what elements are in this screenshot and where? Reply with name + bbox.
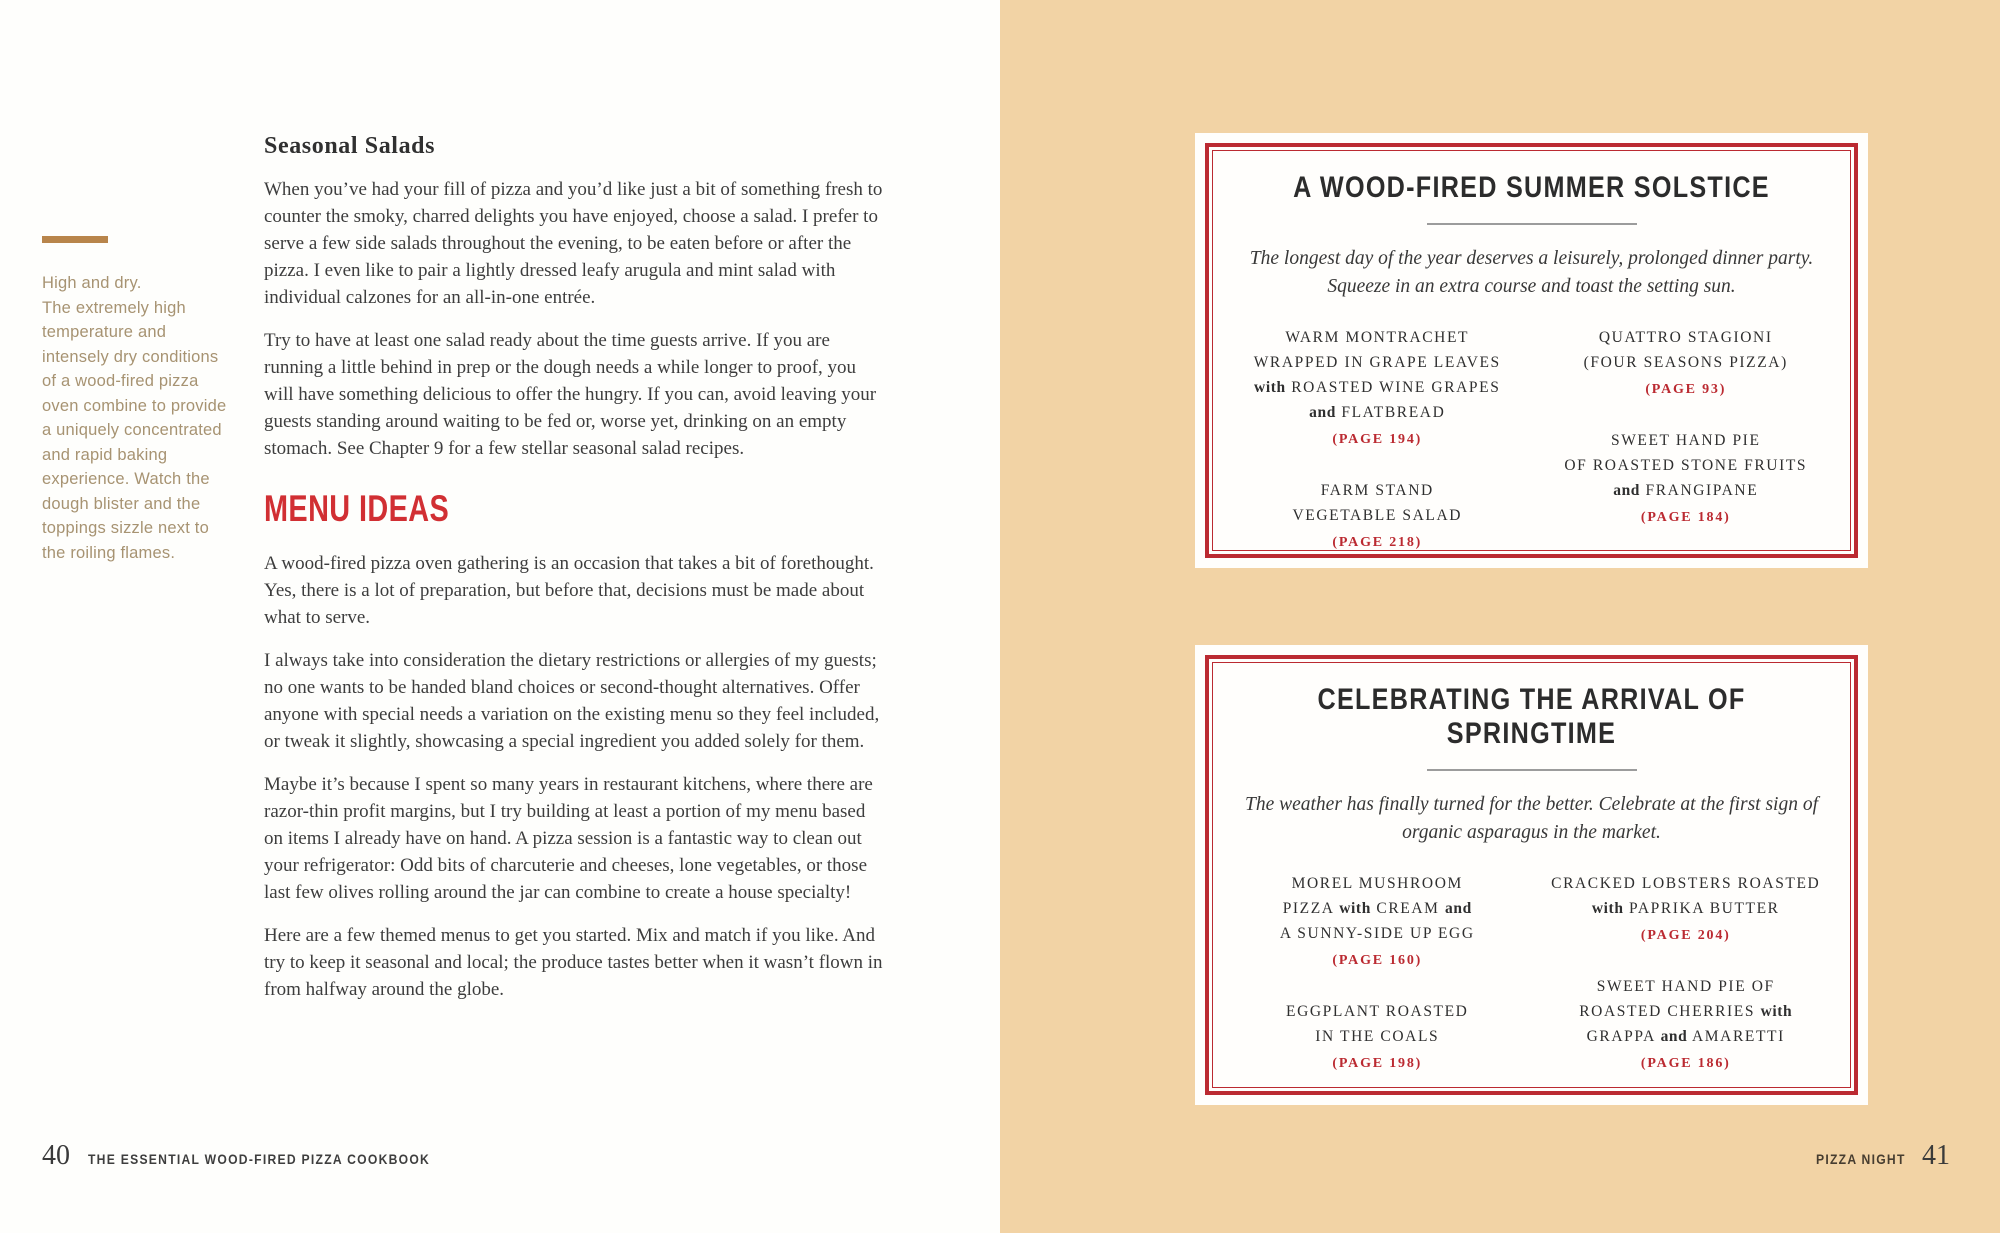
menu-item-line: MOREL MUSHROOM xyxy=(1291,875,1463,892)
menu-card-content xyxy=(1195,645,1868,1102)
page-reference: (PAGE 160) xyxy=(1332,953,1423,968)
menu-item-line: CRACKED LOBSTERS ROASTED xyxy=(1551,875,1821,892)
menu-item xyxy=(1223,999,1532,1072)
menu-item-line: EGGPLANT ROASTED xyxy=(1286,1003,1469,1020)
page-reference: (PAGE 218) xyxy=(1332,535,1423,550)
sidebar-note-title: High and dry. xyxy=(42,274,142,292)
title-divider xyxy=(1427,769,1637,771)
menu-item xyxy=(1532,325,1841,398)
menu-item-line: and FLATBREAD xyxy=(1309,404,1446,421)
sidebar-note-body: The extremely high temperature and intensely dry conditions of a wood-fired pizza oven combine to provide a uniquely concentrated and rapid baking experience. Watch the dough blister and the toppings sizzle next to the roiling flames. xyxy=(42,298,227,562)
menu-item-line: GRAPPA and AMARETTI xyxy=(1586,1028,1785,1045)
menu-item-line: A SUNNY-SIDE UP EGG xyxy=(1279,925,1475,942)
page-number: 41 xyxy=(1922,1140,1950,1171)
menu-item-line: WARM MONTRACHET xyxy=(1285,329,1470,346)
menu-intro: The weather has finally turned for the better. Celebrate at the first sign of organic asparagus in the market. xyxy=(1244,794,1819,843)
menu-item-line: ROASTED CHERRIES with xyxy=(1579,1003,1793,1020)
right-page xyxy=(1000,0,2000,1233)
menu-item-line: VEGETABLE SALAD xyxy=(1292,507,1463,524)
double-rule-decoration xyxy=(42,236,108,243)
menu-card-title: CELEBRATING THE ARRIVAL OF SPRINGTIME xyxy=(1317,683,1746,750)
menu-column-left xyxy=(1223,325,1532,581)
body-paragraph: When you’ve had your fill of pizza and you’d like just a bit of something fresh to counter the smoky, charred delights you have enjoyed, choose a salad. I prefer to serve a few side salads throughout the evening, to be eaten before or after the pizza. I even like to pair a lightly dressed leafy arugula and mint salad with individual calzones for an all-in-one entrée. xyxy=(264,179,883,308)
right-page-footer xyxy=(1806,1140,1950,1172)
body-paragraph: I always take into consideration the dietary restrictions or allergies of my guests; no one wants to be handed bland choices or second-thought alternatives. Offer anyone with special needs a variation on the existing menu so they feel included, or tweak it slightly, showcasing a special ingredient you added solely for them. xyxy=(264,650,880,752)
left-page-footer xyxy=(42,1140,468,1172)
title-divider xyxy=(1427,223,1637,225)
page-reference: (PAGE 204) xyxy=(1640,928,1731,943)
sidebar-note xyxy=(42,236,234,565)
menu-column-left xyxy=(1223,871,1532,1102)
menu-item-line: SWEET HAND PIE OF xyxy=(1596,978,1775,995)
page-number: 40 xyxy=(42,1140,70,1171)
book-title: THE ESSENTIAL WOOD-FIRED PIZZA COOKBOOK xyxy=(88,1152,431,1167)
menu-item-line: WRAPPED IN GRAPE LEAVES xyxy=(1253,354,1501,371)
menu-item xyxy=(1532,974,1841,1072)
section-heading-seasonal-salads: Seasonal Salads xyxy=(264,133,436,159)
page-reference: (PAGE 198) xyxy=(1332,1056,1423,1071)
menu-card-content xyxy=(1195,133,1868,581)
main-text-column xyxy=(264,133,884,1019)
body-paragraph: Maybe it’s because I spent so many years in restaurant kitchens, where there are razor-thin profit margins, but I try building at least a portion of my menu based on items I already have on hand. A pizza session is a fantastic way to clean out your refrigerator: Odd bits of charcuterie and cheeses, lone vegetables, or those last few olives rolling around the jar can combine to create a house specialty! xyxy=(264,774,873,903)
menu-intro: The longest day of the year deserves a leisurely, prolonged dinner party. Squeeze in an extra course and toast the setting sun. xyxy=(1249,248,1814,297)
menu-item xyxy=(1223,871,1532,969)
menu-item-line: FARM STAND xyxy=(1320,482,1434,499)
menu-item-line: with PAPRIKA BUTTER xyxy=(1591,900,1780,917)
menu-card-title: A WOOD-FIRED SUMMER SOLSTICE xyxy=(1293,171,1770,204)
menu-item xyxy=(1223,325,1532,448)
page-reference: (PAGE 186) xyxy=(1640,1056,1731,1071)
menu-item-line: IN THE COALS xyxy=(1315,1028,1440,1045)
body-paragraph: Try to have at least one salad ready about the time guests arrive. If you are running a little behind in prep or the dough needs a while longer to proof, you will have something delicious to offer the hungry. If you can, avoid leaving your guests standing around waiting to be fed or, worse yet, drinking on an empty stomach. See Chapter 9 for a few stellar seasonal salad recipes. xyxy=(264,330,877,459)
page-reference: (PAGE 194) xyxy=(1332,432,1423,447)
menu-column-right xyxy=(1532,325,1841,581)
body-paragraph: Here are a few themed menus to get you started. Mix and match if you like. And try to keep it seasonal and local; the produce tastes better when it wasn’t flown in from halfway around the globe. xyxy=(264,925,883,1000)
menu-column-right xyxy=(1532,871,1841,1102)
menu-item xyxy=(1532,871,1841,944)
menu-item-line: SWEET HAND PIE xyxy=(1610,432,1761,449)
menu-item-line: PIZZA with CREAM and xyxy=(1282,900,1472,917)
menu-item-line: and FRANGIPANE xyxy=(1613,482,1759,499)
menu-item-line: (FOUR SEASONS PIZZA) xyxy=(1583,354,1788,371)
menu-item-line: with ROASTED WINE GRAPES xyxy=(1254,379,1501,396)
menu-columns xyxy=(1223,325,1840,581)
menu-item xyxy=(1532,428,1841,526)
chapter-title: PIZZA NIGHT xyxy=(1816,1152,1906,1167)
menu-item-line: OF ROASTED STONE FRUITS xyxy=(1564,457,1808,474)
page-reference: (PAGE 184) xyxy=(1640,510,1731,525)
page-reference: (PAGE 93) xyxy=(1645,382,1727,397)
menu-item-line: QUATTRO STAGIONI xyxy=(1598,329,1773,346)
menu-card-summer-solstice xyxy=(1195,133,1868,568)
body-paragraph: A wood-fired pizza oven gathering is an occasion that takes a bit of forethought. Yes, there is a lot of preparation, but before that, decisions must be made about what to serve. xyxy=(264,553,874,628)
menu-columns xyxy=(1223,871,1840,1102)
section-heading-menu-ideas: MENU IDEAS xyxy=(264,488,450,529)
menu-card-springtime xyxy=(1195,645,1868,1105)
menu-item xyxy=(1223,478,1532,551)
